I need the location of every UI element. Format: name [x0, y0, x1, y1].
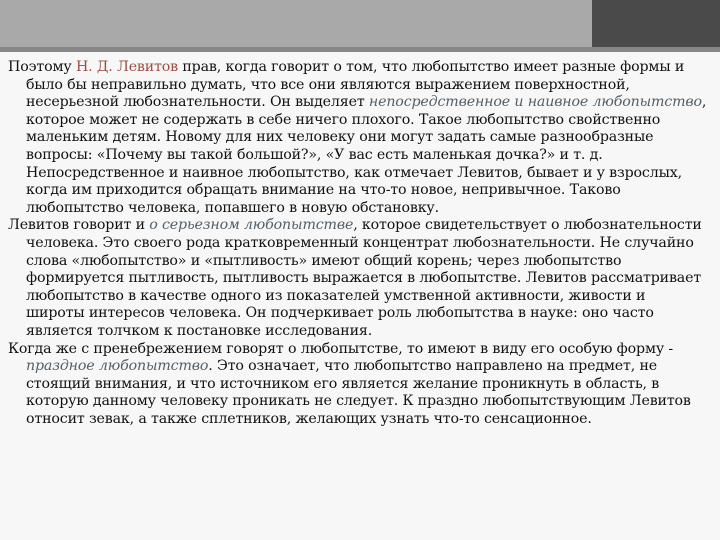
text: Когда же с пренебрежением говорят о любопытстве, то имеют в виду его особую форму -: [8, 340, 674, 357]
text: , которое может не содержать в себе ничего плохого. Такое любопытство свойственно маленьким детям. Новому для них человеку они могут задать самые разнообразные вопросы: «Почему вы такой большой?», «У вас есть маленькая дочка?» и т. д. Непосредственное и наивное любопытство, как отмечает Левитов, бывает и у взрослых, когда им приходится обращать внимание на что-то новое, непривычное. Таково любопытство человека, попавшего в новую обстановку.: [26, 94, 707, 216]
paragraph-levitov-forms: [8, 59, 708, 217]
text: Поэтому: [8, 59, 76, 75]
term-serious-curiosity: о серьезном любопытстве: [149, 217, 354, 234]
author-name: Н. Д. Левитов: [75, 59, 179, 75]
term-naive-curiosity: непосредственное и наивное любопытство: [368, 94, 702, 111]
slide-header-bar: [0, 0, 720, 52]
paragraph-serious-curiosity: [8, 217, 708, 340]
text: Левитов говорит и: [8, 217, 150, 234]
header-accent-line: [0, 47, 720, 52]
text: . Это означает, что любопытство направлено на предмет, не стоящий внимания, и что источником его является желание проникнуть в область, в которую данному человеку проникать не следует. К праздно любопытствующим Левитов относит зевак, а также сплетников, желающих узнать что-то сенсационное.: [26, 358, 691, 427]
slide-body-text: [8, 59, 708, 428]
paragraph-idle-curiosity: [8, 341, 708, 429]
term-idle-curiosity: праздное любопытство: [26, 358, 209, 375]
text: , которое свидетельствует о любознательности человека. Это своего рода кратковременный концентрат любознательности. Не случайно слова «любопытство» и «пытливость» имеют общий корень; через любопытство формируется пытливость, пытливость выражается в любопытстве. Левитов рассматривает любопытство в качестве одного из показателей умственной активности, живости и широты интересов человека. Он подчеркивает роль любопытства в науке: оно часто является толчком к постановке исследования.: [26, 217, 702, 339]
header-dark-block: [592, 0, 720, 52]
text: прав, когда говорит о том, что любопытство имеет разные формы и было бы неправильно думать, что все они являются выражением поверхностной, несерьезной любознательности. Он выделяет: [26, 59, 685, 111]
